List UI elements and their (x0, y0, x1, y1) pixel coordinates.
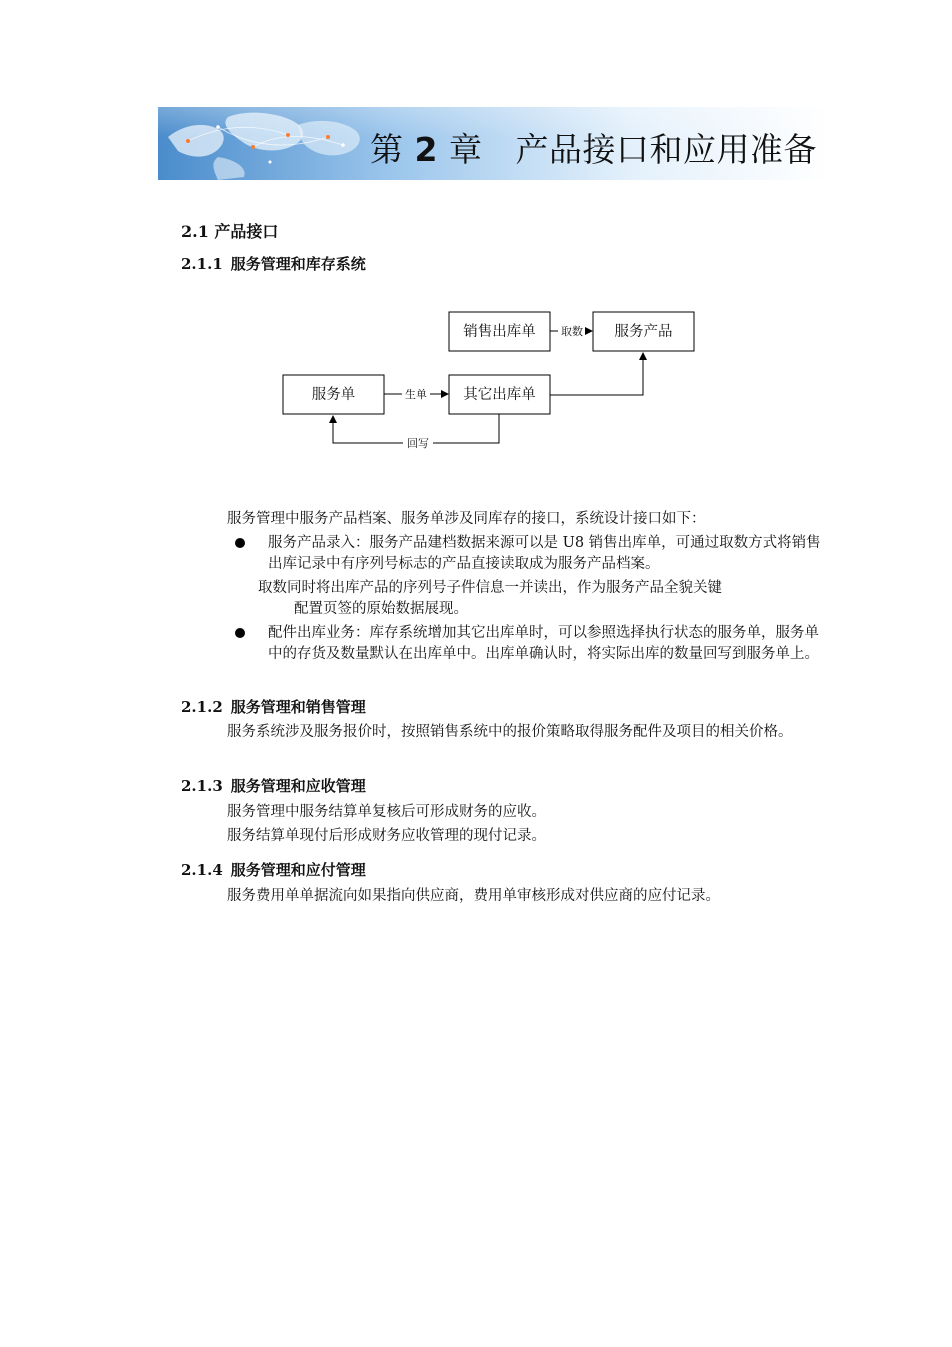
s3-line-2: 服务结算单现付后形成财务应收管理的现付记录。 (227, 828, 546, 844)
node-other-outbound (449, 375, 550, 414)
chapter-suffix: 章 (448, 130, 483, 169)
node-sales-outbound-label: 销售出库单 (463, 324, 536, 340)
s2-text: 服务系统涉及服务报价时，按照销售系统中的报价策略取得服务配件及项目的相关价格。 (227, 724, 793, 740)
section-heading: 2.1 产品接口 (181, 222, 279, 241)
s1-note (258, 578, 833, 620)
s1-bullet-1: 服务产品录入：服务产品建档数据来源可以是 U8 销售出库单，可通过取数方式将销售出库记录中有序列号标志的产品直接读取成为服务产品档案。 (268, 535, 821, 572)
bullet-dot (235, 628, 245, 638)
edge-fetch-label: 取数 (561, 325, 583, 338)
node-sales-outbound (449, 312, 550, 351)
node-other-outbound-label: 其它出库单 (463, 387, 536, 403)
subsection-title: 服务管理和库存系统 (230, 255, 366, 273)
edge-writeback-label: 回写 (407, 437, 429, 450)
s1-note-line-1: 取数同时将出库产品的序列号子件信息一并读出，作为服务产品全貌关键 (258, 580, 722, 596)
subsection-number: 2.1.1 (181, 255, 223, 273)
subsection-heading-2-1-3 (181, 775, 366, 796)
edge-writeback (333, 414, 499, 450)
chapter-prefix: 第 (370, 130, 404, 169)
node-service-order (283, 375, 384, 414)
subsection-title: 服务管理和应收管理 (230, 777, 366, 795)
subsection-number: 2.1.3 (181, 777, 223, 795)
subsection-heading-2-1-2 (181, 696, 366, 717)
node-service-product (593, 312, 694, 351)
subsection-heading-2-1-4 (181, 859, 366, 880)
s4-text: 服务费用单单据流向如果指向供应商，费用单审核形成对供应商的应付记录。 (227, 888, 720, 904)
subsection-number: 2.1.2 (181, 698, 223, 716)
s1-bullet-2: 配件出库业务：库存系统增加其它出库单时，可以参照选择执行状态的服务单，服务单中的存货及数量默认在出库单中。出库单确认时，将实际出库的数量回写到服务单上。 (268, 625, 819, 662)
subsection-title: 服务管理和应付管理 (230, 861, 366, 879)
chapter-title (370, 124, 817, 171)
s1-note-line-2: 配置页签的原始数据展现。 (294, 601, 468, 617)
edge-generate-label: 生单 (405, 388, 427, 401)
edge-outbound-to-product (550, 353, 643, 395)
node-service-order-label: 服务单 (311, 387, 356, 403)
node-service-product-label: 服务产品 (614, 324, 673, 340)
edge-fetch (550, 324, 592, 338)
subsection-heading-2-1-1 (181, 253, 366, 274)
bullet-dot (235, 538, 245, 548)
subsection-number: 2.1.4 (181, 861, 223, 879)
chapter-title-text: 产品接口和应用准备 (515, 130, 817, 169)
s3-line-1: 服务管理中服务结算单复核后可形成财务的应收。 (227, 804, 546, 820)
subsection-title: 服务管理和销售管理 (230, 698, 366, 716)
s1-intro: 服务管理中服务产品档案、服务单涉及同库存的接口，系统设计接口如下： (227, 511, 706, 527)
flow-diagram (270, 300, 710, 460)
edge-generate (384, 387, 448, 401)
chapter-number: 2 (414, 130, 438, 169)
